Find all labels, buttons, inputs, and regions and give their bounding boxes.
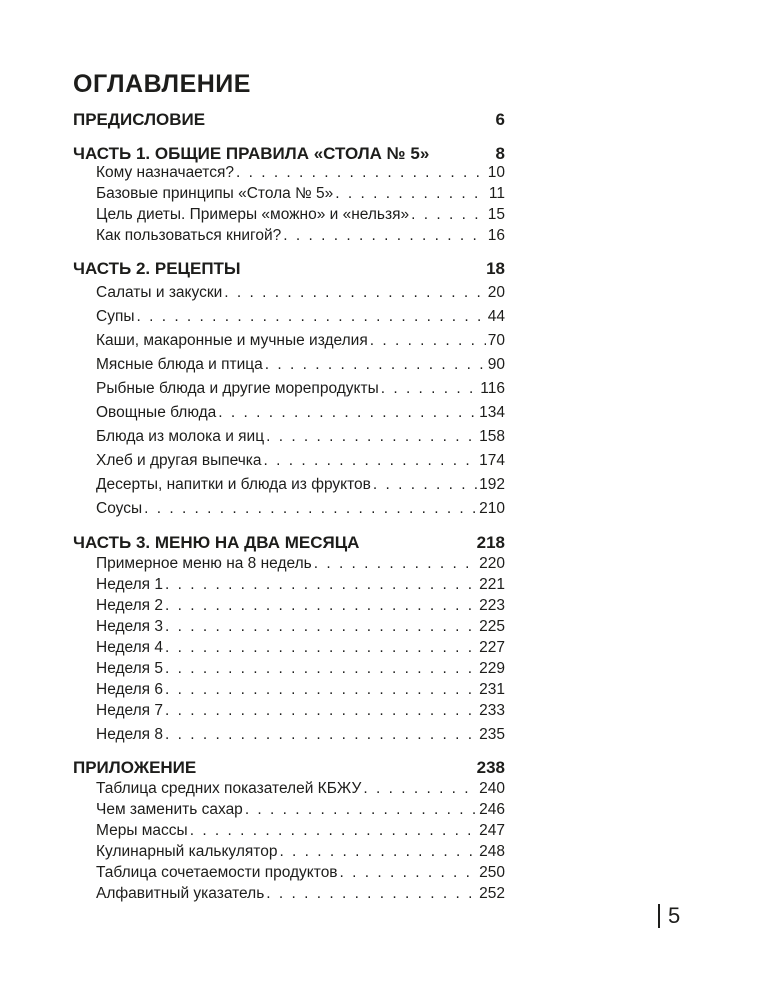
entry-label: Мясные блюда и птица xyxy=(96,356,263,373)
toc-entry[interactable] xyxy=(96,427,505,447)
leader-dots xyxy=(314,554,477,574)
entry-label: Алфавитный указатель xyxy=(96,885,265,902)
entry-label: Кулинарный калькулятор xyxy=(96,843,278,860)
entry-page: 223 xyxy=(479,597,505,614)
section-label: ЧАСТЬ 1. ОБЩИЕ ПРАВИЛА «СТОЛА № 5» xyxy=(73,144,430,163)
leader-dots xyxy=(218,403,477,423)
entry-page: 248 xyxy=(479,843,505,860)
entry-label: Блюда из молока и яиц xyxy=(96,428,265,445)
toc-entry[interactable] xyxy=(96,701,505,721)
toc-entry[interactable] xyxy=(96,283,505,303)
section-page: 18 xyxy=(486,259,505,278)
toc-entry[interactable] xyxy=(96,403,505,423)
entry-page: 225 xyxy=(479,618,505,635)
leader-dots xyxy=(144,499,477,519)
leader-dots xyxy=(381,379,479,399)
leader-dots xyxy=(165,659,477,679)
entry-page: 11 xyxy=(488,185,505,202)
page-title: ОГЛАВЛЕНИЕ xyxy=(73,70,251,98)
toc-entry[interactable] xyxy=(96,659,505,679)
leader-dots xyxy=(283,226,485,246)
toc-section-appendix[interactable] xyxy=(73,758,505,778)
entry-page: 227 xyxy=(479,639,505,656)
leader-dots xyxy=(363,779,477,799)
toc-entry[interactable] xyxy=(96,475,505,495)
entry-page: 229 xyxy=(479,660,505,677)
toc-entry[interactable] xyxy=(96,680,505,700)
entry-label: Кому назначается? xyxy=(96,164,234,181)
leader-dots xyxy=(190,821,477,841)
toc-entry[interactable] xyxy=(96,617,505,637)
entry-page: 116 xyxy=(480,380,505,397)
leader-dots xyxy=(266,884,477,904)
leader-dots xyxy=(165,638,477,658)
entry-page: 247 xyxy=(479,822,505,839)
leader-dots xyxy=(165,617,477,637)
section-page: 8 xyxy=(495,144,505,163)
entry-label: Чем заменить сахар xyxy=(96,801,243,818)
toc-entry[interactable] xyxy=(96,863,505,883)
entry-page: 231 xyxy=(479,681,505,698)
entry-label: Овощные блюда xyxy=(96,404,217,421)
toc-entry[interactable] xyxy=(96,842,505,862)
toc-entry[interactable] xyxy=(96,226,505,246)
entry-page: 210 xyxy=(479,500,505,517)
toc-entry[interactable] xyxy=(96,725,505,745)
entry-label: Супы xyxy=(96,308,135,325)
entry-label: Рыбные блюда и другие морепродукты xyxy=(96,380,379,397)
section-label: ПРЕДИСЛОВИЕ xyxy=(73,110,206,129)
page-number-value: 5 xyxy=(668,903,681,928)
entry-page: 221 xyxy=(479,576,505,593)
entry-page: 90 xyxy=(487,356,505,373)
leader-dots xyxy=(335,184,487,204)
leader-dots xyxy=(165,701,477,721)
toc-entry[interactable] xyxy=(96,379,505,399)
entry-label: Неделя 6 xyxy=(96,681,163,698)
toc-entry[interactable] xyxy=(96,331,505,351)
entry-page: 220 xyxy=(479,555,505,572)
entry-label: Примерное меню на 8 недель xyxy=(96,555,312,572)
toc-section-part1[interactable] xyxy=(73,144,505,164)
entry-page: 20 xyxy=(487,284,505,301)
toc-entry[interactable] xyxy=(96,307,505,327)
leader-dots xyxy=(266,427,477,447)
entry-label: Меры массы xyxy=(96,822,188,839)
leader-dots xyxy=(224,283,485,303)
entry-label: Каши, макаронные и мучные изделия xyxy=(96,332,368,349)
entry-label: Базовые принципы «Стола № 5» xyxy=(96,185,334,202)
entry-label: Неделя 4 xyxy=(96,639,163,656)
toc-section-part2[interactable] xyxy=(73,259,505,279)
entry-label: Неделя 7 xyxy=(96,702,163,719)
leader-dots xyxy=(165,596,477,616)
leader-dots xyxy=(279,842,477,862)
leader-dots xyxy=(236,163,486,183)
leader-dots xyxy=(340,863,478,883)
entry-label: Десерты, напитки и блюда из фруктов xyxy=(96,476,371,493)
toc-entry[interactable] xyxy=(96,355,505,375)
toc-entry[interactable] xyxy=(96,884,505,904)
section-label: ПРИЛОЖЕНИЕ xyxy=(73,758,197,777)
entry-page: 134 xyxy=(479,404,505,421)
entry-page: 44 xyxy=(487,308,505,325)
toc-section-part3[interactable] xyxy=(73,533,505,553)
entry-label: Хлеб и другая выпечка xyxy=(96,452,262,469)
entry-page: 250 xyxy=(479,864,505,881)
entry-label: Таблица средних показателей КБЖУ xyxy=(96,780,362,797)
leader-dots xyxy=(370,331,486,351)
section-page: 218 xyxy=(476,533,505,552)
entry-label: Неделя 5 xyxy=(96,660,163,677)
entry-page: 192 xyxy=(479,476,505,493)
entry-label: Салаты и закуски xyxy=(96,284,223,301)
entry-label: Неделя 8 xyxy=(96,726,163,743)
section-page: 238 xyxy=(476,758,505,777)
entry-label: Соусы xyxy=(96,500,143,517)
leader-dots xyxy=(136,307,485,327)
toc-entry[interactable] xyxy=(96,184,505,204)
toc-entry[interactable] xyxy=(96,779,505,799)
section-label: ЧАСТЬ 3. МЕНЮ НА ДВА МЕСЯЦА xyxy=(73,533,360,552)
toc-entry[interactable] xyxy=(96,638,505,658)
entry-label: Неделя 3 xyxy=(96,618,163,635)
toc-entry[interactable] xyxy=(96,554,505,574)
toc-entry[interactable] xyxy=(96,205,505,225)
leader-dots xyxy=(265,355,486,375)
entry-page: 246 xyxy=(479,801,505,818)
entry-label: Таблица сочетаемости продуктов xyxy=(96,864,338,881)
toc-entry[interactable] xyxy=(96,821,505,841)
toc-section-preface[interactable] xyxy=(73,110,505,130)
entry-label: Неделя 2 xyxy=(96,597,163,614)
entry-page: 233 xyxy=(479,702,505,719)
toc-entry[interactable] xyxy=(96,596,505,616)
leader-dots xyxy=(411,205,486,225)
leader-dots xyxy=(165,680,477,700)
section-page: 6 xyxy=(495,110,505,129)
entry-page: 70 xyxy=(487,332,505,349)
entry-page: 252 xyxy=(479,885,505,902)
leader-dots xyxy=(165,575,477,595)
entry-label: Как пользоваться книгой? xyxy=(96,227,282,244)
entry-label: Неделя 1 xyxy=(96,576,163,593)
entry-page: 235 xyxy=(479,726,505,743)
toc-entry[interactable] xyxy=(96,451,505,471)
entry-label: Цель диеты. Примеры «можно» и «нельзя» xyxy=(96,206,410,223)
entry-page: 16 xyxy=(487,227,505,244)
leader-dots xyxy=(264,451,478,471)
page-number-divider xyxy=(658,904,660,928)
toc-entry[interactable] xyxy=(96,575,505,595)
entry-page: 174 xyxy=(479,452,505,469)
entry-page: 15 xyxy=(487,206,505,223)
leader-dots xyxy=(245,800,477,820)
leader-dots xyxy=(373,475,477,495)
entry-page: 158 xyxy=(479,428,505,445)
toc-entry[interactable] xyxy=(96,499,505,519)
page-number xyxy=(658,903,680,929)
section-label: ЧАСТЬ 2. РЕЦЕПТЫ xyxy=(73,259,241,278)
entry-page: 240 xyxy=(479,780,505,797)
entry-page: 10 xyxy=(487,164,505,181)
toc-entry[interactable] xyxy=(96,163,505,183)
leader-dots xyxy=(165,725,477,745)
toc-entry[interactable] xyxy=(96,800,505,820)
